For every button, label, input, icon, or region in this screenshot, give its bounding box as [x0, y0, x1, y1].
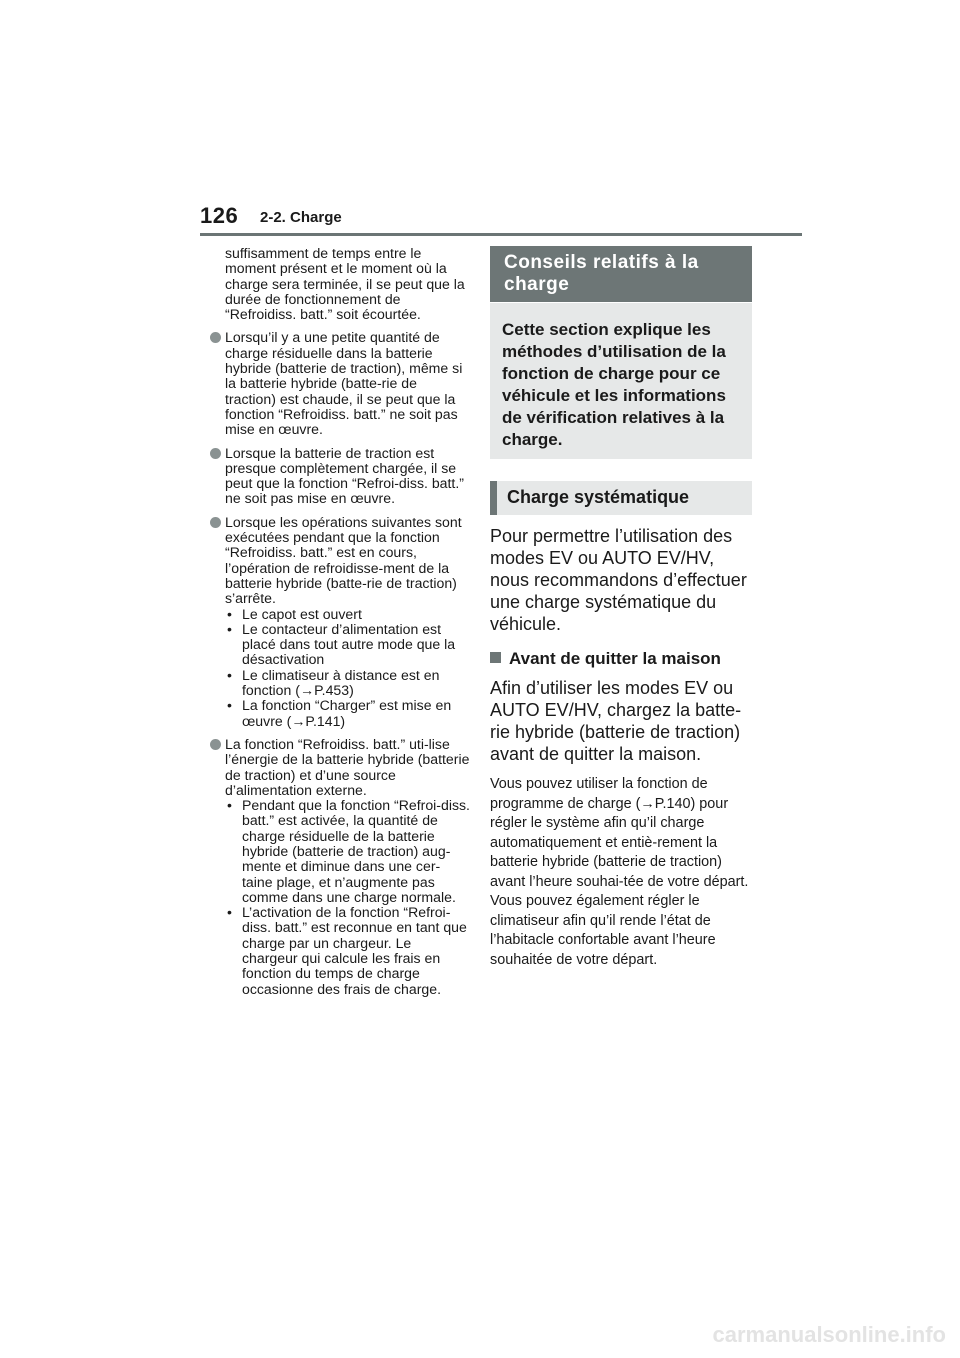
list-item-text: La fonction “Refroidiss. batt.” uti-lise l’énergie de la batterie hybride (batterie de traction) et d’une source d’alimentation externe. [225, 735, 470, 798]
section-banner: Conseils relatifs à la charge [490, 246, 752, 302]
sub-list [225, 607, 470, 729]
sub-list [225, 798, 470, 997]
intro-box: Cette section explique les méthodes d’utilisation de la fonction de charge pour ce véhicule et les informations de vérification relatives à la charge. [490, 303, 752, 459]
continuation-paragraph: suffisamment de temps entre le moment présent et le moment où la charge sera terminée, il se peut que la durée de fonctionnement de “Refroidiss. batt.” soit écourtée. [225, 245, 465, 323]
sub-list-item-text: Pendant que la fonction “Refroi-diss. batt.” est activée, la quantité de charge résiduelle de la batterie hybride (batterie de traction) aug-mente et diminue dans une cer-taine plage, et n’augmente pas comme dans une charge normale. [242, 797, 470, 905]
list-item [208, 737, 470, 997]
watermark: carmanualsonline.info [712, 1322, 946, 1347]
subheading-body: Afin d’utiliser les modes EV ou AUTO EV/HV, chargez la batte-rie hybride (batterie de traction) avant de quitter la maison. [490, 678, 742, 764]
list-item-text: Lorsque les opérations suivantes sont exécutées pendant que la fonction “Refroidiss. batt.” est en cours, l’opération de refroidisse-ment de la batterie hybride (batte-rie de traction) s’arrête. [225, 513, 462, 607]
sub-list-item-text: L’activation de la fonction “Refroi-diss. batt.” est reconnue en tant que charge par un chargeur. Le chargeur qui calcule les frais en fonction du temps de charge occasionne des frais de charge. [242, 904, 467, 997]
list-item [208, 515, 470, 729]
charge-heading: Charge systématique [490, 481, 752, 515]
sub-list-item: • Pendant que la fonction “Refroi-diss. batt.” est activée, la quantité de charge résiduelle de la batterie hybride (batterie de traction) aug-mente et diminue dans une cer-taine plage, et n’augmente pas comme dans une charge normale. [227, 797, 470, 905]
note-paragraph: Vous pouvez utiliser la fonction de programme de charge (→P.140) pour régler le système afin qu’il charge automatiquement et entiè-rement la batterie hybride (batterie de traction) avant l’heure souhai-tée de votre départ. Vous pouvez également régler le climatiseur afin qu’il rende l’état de l’habitacle confortable avant l’heure souhaitée de votre départ. [490, 776, 749, 968]
sub-list-item: • Le contacteur d’alimentation est placé dans tout autre mode que la désactivation [227, 620, 456, 668]
sub-list-item: • Le climatiseur à distance est en fonction (→P.453) [227, 666, 440, 699]
section-title: 2-2. Charge [260, 209, 342, 226]
bullet-dot-icon [210, 448, 221, 459]
subheading [490, 649, 752, 669]
sub-list-item-text: La fonction “Charger” est mise en œuvre (→P.141) [242, 697, 452, 729]
sub-list-item-text: Le climatiseur à distance est en fonction (→P.453) [242, 666, 440, 699]
list-item-text: Lorsque la batterie de traction est presque complètement chargée, il se peut que la fonction “Refroi-diss. batt.” ne soit pas mise en œuvre. [225, 444, 464, 507]
bullet-dot-icon [210, 517, 221, 528]
body-paragraph: Pour permettre l’utilisation des modes EV ou AUTO EV/HV, nous recommandons d’effectuer une charge systématique du véhicule. [490, 526, 747, 634]
list-item-text: Lorsqu’il y a une petite quantité de charge résiduelle dans la batterie hybride (batterie de traction), même si la batterie hybride (batte-rie de traction) est chaude, il se peut que la fonction “Refroidiss. batt.” ne soit pas mise en œuvre. [225, 329, 463, 438]
sub-list-item-text: Le contacteur d’alimentation est placé dans tout autre mode que la désactivation [242, 620, 456, 668]
bullet-dot-icon [210, 739, 221, 750]
page-number: 126 [200, 203, 239, 228]
subheading-text: Avant de quitter la maison [509, 649, 721, 668]
list-item [208, 446, 470, 507]
sub-list-item: • L’activation de la fonction “Refroi-diss. batt.” est reconnue en tant que charge par un chargeur. Le chargeur qui calcule les frais en fonction du temps de charge occasionne des frais de charge. [227, 904, 467, 997]
left-column [208, 246, 470, 1005]
bullet-dot-icon [210, 332, 221, 343]
sub-list-item: • La fonction “Charger” est mise en œuvre (→P.141) [227, 697, 452, 729]
page-header [200, 203, 802, 239]
list-item [208, 330, 470, 437]
square-bullet-icon [490, 652, 501, 663]
sub-list-item-text: Le capot est ouvert [242, 605, 362, 622]
sub-list-item: • Le capot est ouvert [227, 605, 362, 622]
right-column [490, 246, 752, 970]
header-rule [200, 233, 802, 236]
